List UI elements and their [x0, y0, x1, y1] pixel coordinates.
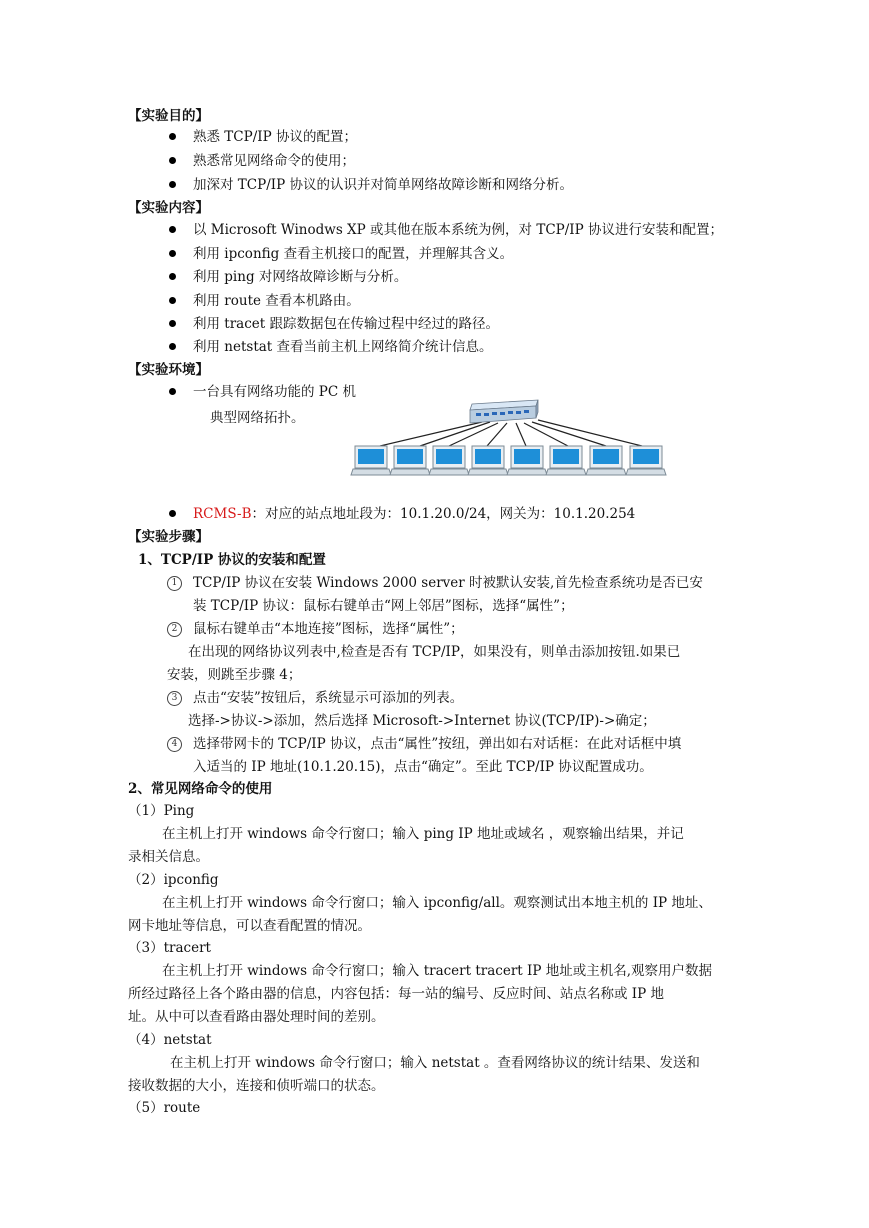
topology-label: 典型网络拓扑。	[210, 410, 305, 426]
content-item: 以 Microsoft Winodws XP 或其他在版本系统为例，对 TCP/IP 协议进行安装和配置；	[193, 222, 723, 238]
rcms-label: RCMS-B	[193, 506, 252, 522]
step-2-text: 鼠标右键单击“本地连接”图标，选择“属性”；	[193, 621, 464, 637]
step-number: 4	[167, 737, 182, 752]
steps-heading: 【实验步骤】	[128, 529, 209, 545]
host-computer-icon	[351, 446, 391, 475]
ping-text: 录相关信息。	[128, 849, 209, 865]
content-item: 利用 netstat 查看当前主机上网络简介统计信息。	[193, 339, 493, 355]
ping-title: （1）Ping	[128, 803, 195, 819]
host-computer-icon	[507, 446, 547, 475]
bullet-icon	[169, 388, 176, 395]
host-computer-icon	[390, 446, 430, 475]
bullet-icon	[169, 343, 176, 350]
content-item: 利用 tracet 跟踪数据包在传输过程中经过的路径。	[193, 316, 499, 332]
tracert-text: 在主机上打开 windows 命令行窗口；输入 tracert tracert IP 地址或主机名,观察用户数据	[162, 963, 712, 979]
host-computer-icon	[586, 446, 626, 475]
purpose-heading: 【实验目的】	[128, 108, 209, 124]
rcms-text: ：对应的站点地址段为：10.1.20.0/24，网关为：10.1.20.254	[251, 506, 636, 522]
step-1-text: 装 TCP/IP 协议：鼠标右键单击“网上邻居”图标，选择“属性”；	[193, 598, 574, 614]
purpose-item: 熟悉 TCP/IP 协议的配置；	[193, 129, 357, 145]
step-3-text: 点击“安装”按钮后，系统显示可添加的列表。	[193, 690, 464, 706]
switch-icon	[470, 400, 538, 423]
bullet-icon	[169, 133, 176, 140]
environment-item: 一台具有网络功能的 PC 机	[193, 384, 356, 400]
host-computer-icon	[546, 446, 586, 475]
bullet-icon	[169, 297, 176, 304]
netstat-text: 在主机上打开 windows 命令行窗口；输入 netstat 。查看网络协议的统计结果、发送和	[170, 1055, 700, 1071]
ipconfig-title: （2）ipconfig	[128, 872, 219, 888]
tracert-title: （3）tracert	[128, 940, 211, 956]
rcms-line	[193, 504, 635, 524]
network-cables	[380, 420, 642, 446]
ipconfig-text: 在主机上打开 windows 命令行窗口；输入 ipconfig/all。观察测试出本地主机的 IP 地址、	[162, 895, 712, 911]
host-computer-icon	[468, 446, 508, 475]
bullet-icon	[169, 273, 176, 280]
step-2-text: 在出现的网络协议列表中,检查是否有 TCP/IP，如果没有，则单击添加按钮.如果已	[188, 644, 681, 660]
tracert-text: 所经过路径上各个路由器的信息，内容包括：每一站的编号、反应时间、站点名称或 IP 地	[128, 986, 664, 1002]
environment-heading: 【实验环境】	[128, 362, 209, 378]
section-2-title: 2、常见网络命令的使用	[128, 781, 273, 797]
content-item: 利用 route 查看本机路由。	[193, 293, 360, 309]
host-computer-icon	[626, 446, 666, 475]
ipconfig-text: 网卡地址等信息，可以查看配置的情况。	[128, 918, 371, 934]
bullet-icon	[169, 181, 176, 188]
bullet-icon	[169, 157, 176, 164]
bullet-icon	[169, 250, 176, 257]
content-heading: 【实验内容】	[128, 200, 209, 216]
step-number: 2	[167, 622, 182, 637]
purpose-item: 熟悉常见网络命令的使用；	[193, 153, 355, 169]
content-item: 利用 ipconfig 查看主机接口的配置，并理解其含义。	[193, 246, 514, 262]
step-4-text: 入适当的 IP 地址(10.1.20.15)，点击“确定”。至此 TCP/IP 协议配置成功。	[193, 759, 653, 775]
tracert-text: 址。从中可以查看路由器处理时间的差别。	[128, 1009, 385, 1025]
bullet-icon	[169, 226, 176, 233]
step-1-text: TCP/IP 协议在安装 Windows 2000 server 时被默认安装,首先检查系统功是否已安	[193, 575, 703, 591]
step-2-text: 安装，则跳至步骤 4；	[167, 667, 302, 683]
bullet-icon	[169, 320, 176, 327]
ping-text: 在主机上打开 windows 命令行窗口；输入 ping IP 地址或域名 ，观察输出结果，并记	[162, 826, 684, 842]
section-1-title: 1、TCP/IP 协议的安装和配置	[138, 552, 326, 568]
host-computer-icon	[429, 446, 469, 475]
step-4-text: 选择带网卡的 TCP/IP 协议，点击“属性”按纽，弹出如右对话框：在此对话框中填	[193, 736, 682, 752]
netstat-text: 接收数据的大小，连接和侦听端口的状态。	[128, 1078, 385, 1094]
step-number: 3	[167, 691, 182, 706]
network-topology-figure	[350, 396, 670, 480]
content-item: 利用 ping 对网络故障诊断与分析。	[193, 269, 408, 285]
bullet-icon	[169, 510, 176, 517]
step-3-text: 选择->协议->添加，然后选择 Microsoft->Internet 协议(TCP/IP)->确定；	[188, 713, 656, 729]
purpose-item: 加深对 TCP/IP 协议的认识并对简单网络故障诊断和网络分析。	[193, 177, 573, 193]
step-number: 1	[167, 576, 182, 591]
route-title: （5）route	[128, 1100, 201, 1116]
netstat-title: （4）netstat	[128, 1032, 212, 1048]
